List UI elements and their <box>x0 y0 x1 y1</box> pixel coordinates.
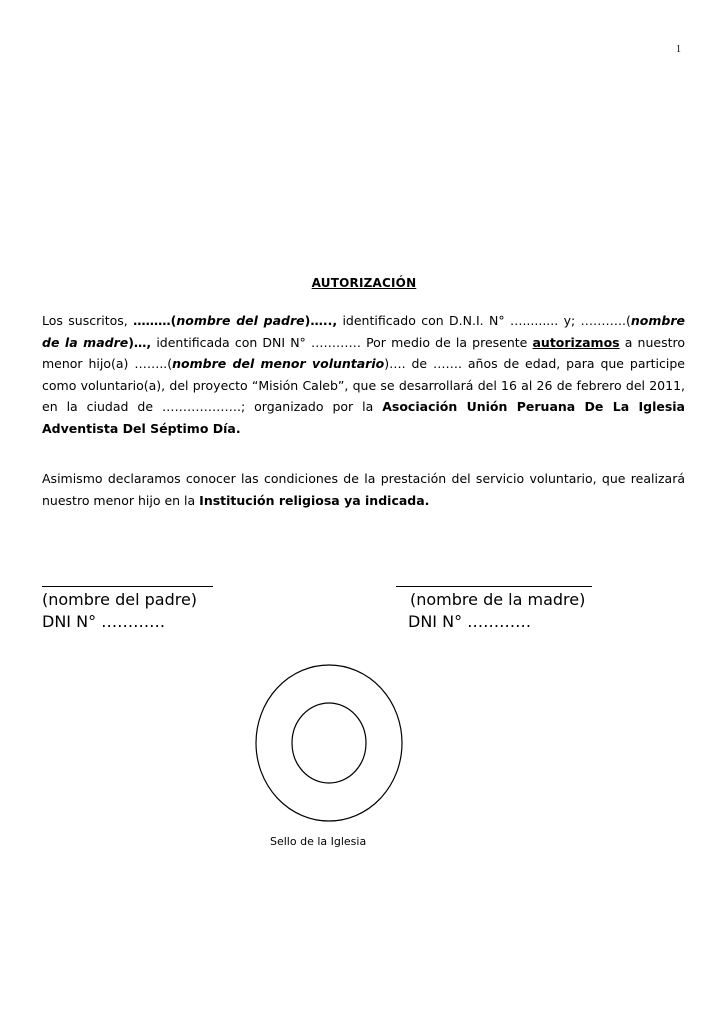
father-name-placeholder: nombre del padre <box>176 313 305 328</box>
institution-reference: Institución religiosa ya indicada. <box>199 492 430 508</box>
father-placeholder-dots: ………( <box>133 313 177 328</box>
minor-name-placeholder: nombre del menor voluntario <box>172 356 385 372</box>
father-signature-line <box>42 586 213 587</box>
church-seal <box>254 663 404 823</box>
authorization-paragraph <box>42 310 685 440</box>
declaration-paragraph <box>42 468 685 511</box>
document-title: AUTORIZACIÓN <box>311 276 417 290</box>
seal-label: Sello de la Iglesia <box>270 835 367 848</box>
seal-outer-circle <box>256 665 402 821</box>
father-dni-label: DNI N° ………… <box>42 612 166 631</box>
father-name-label: (nombre del padre) <box>42 590 198 609</box>
authorize-keyword: autorizamos <box>532 334 620 350</box>
organization-name: Asociación Unión Peruana De La Iglesia Adventista Del Séptimo Día. <box>42 399 685 436</box>
mother-placeholder-dots-end: )…, <box>128 334 152 350</box>
seal-inner-circle <box>292 703 366 783</box>
mother-name-placeholder: nombre de la madre <box>42 313 685 350</box>
text-segment: a nuestro menor hijo(a) ……..( <box>42 334 685 372</box>
text-segment: Asimismo declaramos conocer las condiciones de la prestación del servicio voluntario, que realizará nuestro menor hijo en la <box>42 471 685 508</box>
text-segment: Los suscritos, <box>42 313 134 328</box>
text-segment: identificado con D.N.I. N° …......... y; ………..( <box>337 313 631 328</box>
page-number: 1 <box>676 44 681 55</box>
text-segment: )…. de ……. años de edad, para que participe como voluntario(a), del proyecto “Misión Caleb”, que se desarrollará del 16 al 26 de febrero del 2011, en la ciudad de ……………….; organizado por la <box>42 356 685 415</box>
mother-name-label: (nombre de la madre) <box>410 590 586 609</box>
mother-dni-label: DNI N° ………… <box>408 612 532 631</box>
text-segment: identificada con DNI N° ………… Por medio de la presente <box>151 334 533 350</box>
mother-signature-line <box>396 586 592 587</box>
father-placeholder-dots-end: )….., <box>304 313 338 328</box>
